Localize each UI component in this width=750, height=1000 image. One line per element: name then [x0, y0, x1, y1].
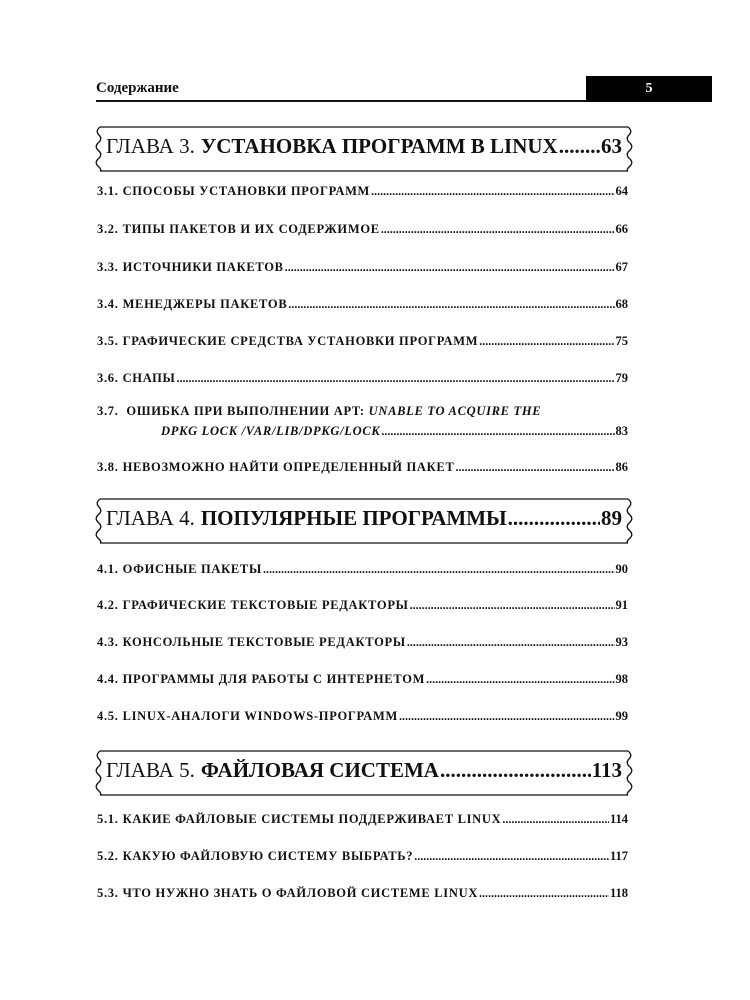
entry-title: ГРАФИЧЕСКИЕ ТЕКСТОВЫЕ РЕДАКТОРЫ [122, 598, 409, 612]
entry-number: 3.7. [97, 404, 119, 418]
entry-page: 91 [615, 598, 628, 612]
toc-entry-5-3[interactable] [97, 886, 628, 901]
entry-page: 90 [615, 562, 628, 576]
toc-entry-3-6[interactable] [97, 371, 628, 386]
toc-entry-5-1[interactable] [97, 812, 628, 827]
chapter-3-heading[interactable] [92, 124, 636, 174]
entry-number: 4.1. [97, 562, 119, 576]
entry-title: ГРАФИЧЕСКИЕ СРЕДСТВА УСТАНОВКИ ПРОГРАММ [122, 334, 479, 348]
toc-entry-3-2[interactable] [97, 222, 628, 237]
entry-title: КАКУЮ ФАЙЛОВУЮ СИСТЕМУ ВЫБРАТЬ? [122, 849, 414, 863]
dot-leader [455, 460, 614, 475]
dot-leader [263, 562, 615, 577]
entry-number: 4.5. [97, 709, 119, 723]
dot-leader [285, 260, 615, 275]
dot-leader [399, 709, 615, 724]
entry-number: 5.3. [97, 886, 119, 900]
dot-leader [508, 506, 600, 531]
entry-number: 4.2. [97, 598, 119, 612]
entry-page: 114 [609, 812, 628, 826]
dot-leader [502, 812, 609, 827]
entry-page: 83 [615, 424, 628, 438]
entry-title: ТИПЫ ПАКЕТОВ И ИХ СОДЕРЖИМОЕ [122, 222, 380, 236]
chapter-prefix: ГЛАВА 4. [106, 506, 195, 530]
entry-number: 3.3. [97, 260, 119, 274]
entry-page: 64 [615, 184, 628, 198]
entry-title: МЕНЕДЖЕРЫ ПАКЕТОВ [122, 297, 288, 311]
entry-title-italic: UNABLE TO ACQUIRE THE [368, 404, 542, 418]
chapter-page: 89 [601, 506, 622, 530]
toc-entry-3-7[interactable] [97, 404, 628, 439]
entry-page: 99 [615, 709, 628, 723]
running-header [96, 76, 712, 102]
chapter-4-heading[interactable] [92, 496, 636, 546]
entry-number: 5.2. [97, 849, 119, 863]
toc-entry-3-4[interactable] [97, 297, 628, 312]
chapter-5-heading[interactable] [92, 748, 636, 798]
chapter-page: 113 [591, 758, 622, 782]
entry-page: 67 [615, 260, 628, 274]
chapter-title: ФАЙЛОВАЯ СИСТЕМА [200, 758, 439, 782]
dot-leader [414, 849, 609, 864]
entry-title: ПРОГРАММЫ ДЛЯ РАБОТЫ С ИНТЕРНЕТОМ [122, 672, 426, 686]
chapter-prefix: ГЛАВА 5. [106, 758, 195, 782]
header-title: Содержание [96, 80, 179, 96]
dot-leader [288, 297, 614, 312]
entry-number: 3.4. [97, 297, 119, 311]
dot-leader [440, 758, 591, 783]
entry-page: 66 [615, 222, 628, 236]
chapter-title: УСТАНОВКА ПРОГРАММ В LINUX [200, 134, 558, 158]
entry-title: ОШИБКА ПРИ ВЫПОЛНЕНИИ APT: [126, 404, 365, 418]
entry-number: 3.1. [97, 184, 119, 198]
entry-number: 4.3. [97, 635, 119, 649]
dot-leader [177, 371, 615, 386]
toc-entry-3-8[interactable] [97, 460, 628, 475]
entry-page: 93 [615, 635, 628, 649]
entry-page: 86 [615, 460, 628, 474]
dot-leader [479, 334, 614, 349]
entry-number: 5.1. [97, 812, 119, 826]
dot-leader [559, 134, 600, 159]
entry-title: НЕВОЗМОЖНО НАЙТИ ОПРЕДЕЛЕННЫЙ ПАКЕТ [122, 460, 455, 474]
dot-leader [479, 886, 609, 901]
entry-title-italic-continued: DPKG LOCK /VAR/LIB/DPKG/LOCK [161, 424, 381, 438]
entry-page: 118 [609, 886, 628, 900]
dot-leader [426, 672, 614, 687]
entry-title: СПОСОБЫ УСТАНОВКИ ПРОГРАММ [122, 184, 371, 198]
toc-entry-3-5[interactable] [97, 334, 628, 349]
entry-page: 117 [609, 849, 628, 863]
toc-entry-4-3[interactable] [97, 635, 628, 650]
entry-title: ЧТО НУЖНО ЗНАТЬ О ФАЙЛОВОЙ СИСТЕМЕ LINUX [122, 886, 479, 900]
chapter-prefix: ГЛАВА 3. [106, 134, 195, 158]
entry-page: 79 [615, 371, 628, 385]
entry-title: LINUX-АНАЛОГИ WINDOWS-ПРОГРАММ [122, 709, 398, 723]
entry-title: КАКИЕ ФАЙЛОВЫЕ СИСТЕМЫ ПОДДЕРЖИВАЕТ LINUX [122, 812, 502, 826]
dot-leader [371, 184, 614, 199]
dot-leader [381, 424, 614, 439]
entry-number: 3.5. [97, 334, 119, 348]
header-page-number: 5 [586, 76, 712, 102]
entry-number: 3.8. [97, 460, 119, 474]
entry-title: ОФИСНЫЕ ПАКЕТЫ [122, 562, 262, 576]
entry-title: СНАПЫ [122, 371, 176, 385]
entry-title: ИСТОЧНИКИ ПАКЕТОВ [122, 260, 284, 274]
dot-leader [381, 222, 615, 237]
dot-leader [407, 635, 615, 650]
toc-entry-4-4[interactable] [97, 672, 628, 687]
entry-page: 75 [615, 334, 628, 348]
entry-page: 98 [615, 672, 628, 686]
toc-entry-3-1[interactable] [97, 184, 628, 199]
entry-number: 3.6. [97, 371, 119, 385]
toc-entry-4-1[interactable] [97, 562, 628, 577]
entry-number: 4.4. [97, 672, 119, 686]
toc-entry-4-5[interactable] [97, 709, 628, 724]
entry-number: 3.2. [97, 222, 119, 236]
toc-entry-3-3[interactable] [97, 260, 628, 275]
header-rule [96, 100, 586, 102]
entry-title: КОНСОЛЬНЫЕ ТЕКСТОВЫЕ РЕДАКТОРЫ [122, 635, 406, 649]
toc-entry-5-2[interactable] [97, 849, 628, 864]
entry-page: 68 [615, 297, 628, 311]
chapter-title: ПОПУЛЯРНЫЕ ПРОГРАММЫ [200, 506, 507, 530]
chapter-page: 63 [601, 134, 622, 158]
toc-entry-4-2[interactable] [97, 598, 628, 613]
dot-leader [410, 598, 615, 613]
